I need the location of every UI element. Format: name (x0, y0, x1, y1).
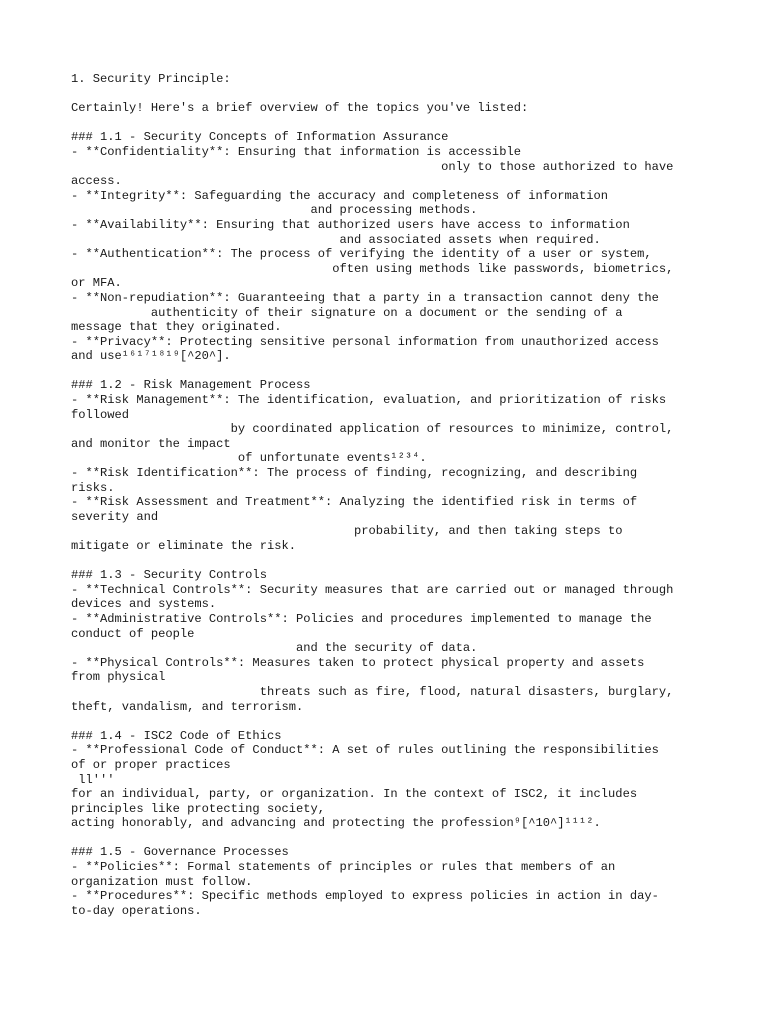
section-heading: ### 1.3 - Security Controls (71, 568, 267, 583)
text-line: Certainly! Here's a brief overview of the topics you've listed: (71, 101, 529, 116)
text-line: mitigate or eliminate the risk. (71, 539, 296, 553)
section-heading: ### 1.2 - Risk Management Process (71, 378, 311, 393)
text-line: - **Physical Controls**: Measures taken to protect physical property and assets (71, 655, 645, 670)
section-heading: ### 1.1 - Security Concepts of Information Assurance (71, 130, 449, 145)
blank-line (71, 554, 711, 569)
text-line: of or proper practices (71, 757, 231, 772)
text-line: - **Non-repudiation**: Guaranteeing that a party in a transaction cannot deny the (71, 290, 659, 305)
text-line: - **Authentication**: The process of verifying the identity of a user or system, (71, 247, 652, 262)
text-line: often using methods like passwords, biometrics, (71, 261, 674, 276)
blank-line (71, 714, 711, 729)
text-line: of unfortunate events¹²³⁴. (71, 451, 427, 466)
section-heading: ### 1.5 - Governance Processes (71, 845, 289, 860)
text-line: access. (71, 174, 122, 189)
text-line: devices and systems. (71, 597, 217, 612)
text-line: acting honorably, and advancing and protecting the profession⁹[^10^]¹¹¹². (71, 816, 601, 831)
text-line: and processing methods. (71, 203, 478, 218)
text-line: principles like protecting society, (71, 801, 326, 816)
text-line: - **Availability**: Ensuring that authorized users have access to information (71, 217, 630, 232)
text-line: - **Policies**: Formal statements of principles or rules that members of an (71, 860, 616, 875)
blank-line (71, 364, 711, 379)
document-body (71, 72, 711, 918)
section-heading: ### 1.4 - ISC2 Code of Ethics (71, 728, 282, 743)
text-line: message that they originated. (71, 320, 282, 335)
text-line: probability, and then taking steps to (71, 524, 623, 539)
text-line: - **Confidentiality**: Ensuring that information is accessible (71, 144, 521, 159)
text-line: only to those authorized to have (71, 159, 674, 174)
text-line: and use¹⁶¹⁷¹⁸¹⁹[^20^]. (71, 349, 231, 364)
text-line: or MFA. (71, 276, 122, 291)
text-line: - **Risk Assessment and Treatment**: Analyzing the identified risk in terms of (71, 495, 638, 510)
text-line: risks. (71, 480, 115, 495)
text-line: - **Administrative Controls**: Policies and procedures implemented to manage the (71, 611, 652, 626)
text-line: and the security of data. (71, 641, 478, 656)
text-line: - **Integrity**: Safeguarding the accuracy and completeness of information (71, 188, 609, 203)
text-line: to-day operations. (71, 903, 202, 918)
text-line: - **Professional Code of Conduct**: A set of rules outlining the responsibilities (71, 743, 659, 758)
text-line: and monitor the impact (71, 436, 231, 451)
text-line: by coordinated application of resources to minimize, control, (71, 422, 674, 437)
text-line: theft, vandalism, and terrorism. (71, 699, 304, 714)
text-line: - **Privacy**: Protecting sensitive personal information from unauthorized access (71, 334, 659, 349)
blank-line (71, 87, 711, 102)
text-line: - **Procedures**: Specific methods employed to express policies in action in day- (71, 889, 659, 904)
text-line: conduct of people (71, 626, 195, 641)
text-line: authenticity of their signature on a document or the sending of a (71, 305, 623, 320)
text-line: and associated assets when required. (71, 232, 601, 247)
text-line: for an individual, party, or organization. In the context of ISC2, it includes (71, 787, 638, 802)
blank-line (71, 831, 711, 846)
text-line: ll''' (71, 772, 115, 787)
text-line: severity and (71, 509, 159, 524)
text-line: from physical (71, 670, 166, 685)
text-line: organization must follow. (71, 874, 253, 889)
text-line: threats such as fire, flood, natural disasters, burglary, (71, 684, 674, 699)
text-line: 1. Security Principle: (71, 72, 231, 86)
text-line: followed (71, 407, 130, 422)
text-line: - **Technical Controls**: Security measures that are carried out or managed through (71, 582, 674, 597)
text-line: - **Risk Management**: The identification, evaluation, and prioritization of risks (71, 393, 667, 408)
text-line: - **Risk Identification**: The process of finding, recognizing, and describing (71, 466, 638, 481)
blank-line (71, 116, 711, 131)
